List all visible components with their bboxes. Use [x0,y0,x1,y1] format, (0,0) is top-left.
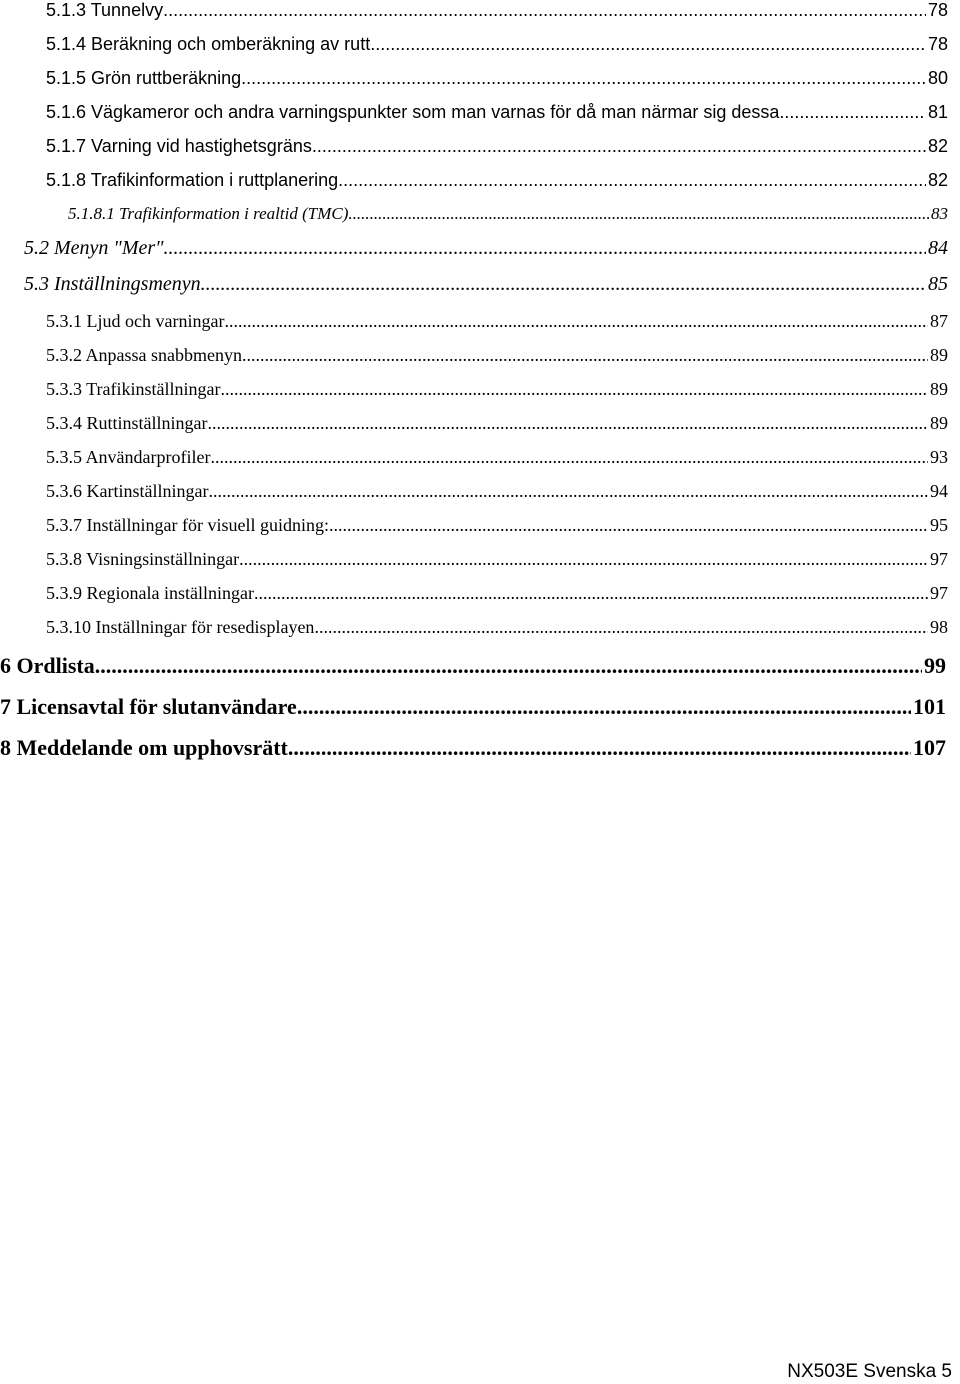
toc-leader-dots [208,413,929,434]
toc-entry[interactable] [46,549,948,570]
toc-leader-dots [208,481,928,502]
toc-entry-label: 5.3.2 Anpassa snabbmenyn [46,345,242,365]
toc-entry-label: 7 Licensavtal för slutanvändare [0,694,297,719]
toc-leader-dots [254,583,928,604]
toc-entry-page: 85 [928,273,948,295]
toc-leader-dots [779,102,926,123]
toc-leader-dots [210,447,928,468]
page-footer: NX503E Svenska 5 [787,1361,952,1382]
toc-entry-label: 5.1.5 Grön ruttberäkning [46,68,242,88]
toc-entry-page: 87 [930,311,948,331]
toc-entry-page: 101 [913,694,946,719]
toc-entry[interactable] [68,204,948,224]
toc-leader-dots [221,379,929,400]
toc-leader-dots [242,345,928,366]
toc-leader-dots [338,170,926,191]
toc-entry-page: 82 [927,136,948,156]
toc-entry-label: 5.3 Inställningsmenyn [24,273,201,295]
toc-entry[interactable] [46,379,948,400]
toc-entry-page: 82 [927,170,948,190]
toc-entry[interactable] [46,170,948,191]
toc-entry-label: 5.1.6 Vägkameror och andra varningspunkter som man varnas för då man närmar sig dessa [46,102,780,122]
toc-leader-dots [201,273,926,296]
toc-entry-page: 99 [924,653,946,678]
toc-entry-page: 98 [930,617,948,637]
toc-leader-dots [241,68,926,89]
toc-entry[interactable] [46,515,948,536]
toc-entry-label: 5.1.8.1 Trafikinformation i realtid (TMC) [68,204,349,223]
toc-entry-label: 5.3.3 Trafikinställningar [46,379,221,399]
toc-entry-label: 6 Ordlista [0,653,95,678]
toc-entry[interactable] [0,735,946,761]
toc-entry-label: 5.2 Menyn "Mer" [24,237,164,259]
toc-entry[interactable] [46,447,948,468]
toc-leader-dots [164,237,926,260]
toc-entry-label: 5.3.7 Inställningar för visuell guidning: [46,515,329,535]
toc-entry[interactable] [24,237,948,260]
toc-entry-label: 5.3.10 Inställningar för resedisplayen [46,617,315,637]
toc-entry-page: 89 [930,413,948,433]
toc-entry[interactable] [46,68,948,89]
toc-entry-page: 97 [930,549,948,569]
toc-entry[interactable] [46,413,948,434]
toc-entry-page: 94 [930,481,948,501]
toc-entry-page: 83 [931,204,948,223]
toc-entry-page: 81 [927,102,948,122]
toc-entry-label: 5.1.3 Tunnelvy [46,0,164,20]
toc-entry-label: 5.3.1 Ljud och varningar [46,311,225,331]
toc-entry-label: 5.1.8 Trafikinformation i ruttplanering [46,170,339,190]
toc-entry-page: 89 [930,379,948,399]
toc-leader-dots [297,694,911,720]
toc-leader-dots [329,515,928,536]
toc-leader-dots [224,311,928,332]
toc-entry-page: 78 [927,0,948,20]
toc-entry-label: 5.3.9 Regionala inställningar [46,583,254,603]
toc-leader-dots [370,34,926,55]
toc-entry-label: 5.1.7 Varning vid hastighetsgräns [46,136,312,156]
toc-entry[interactable] [46,311,948,332]
toc-entry[interactable] [0,694,946,720]
toc-entry-label: 5.3.8 Visningsinställningar [46,549,240,569]
toc-leader-dots [163,0,926,21]
toc-entry-label: 5.3.6 Kartinställningar [46,481,209,501]
toc-entry-page: 107 [913,735,946,760]
toc-entry-page: 93 [930,447,948,467]
toc-leader-dots [348,204,929,224]
toc-entry[interactable] [46,102,948,123]
toc-entry-page: 95 [930,515,948,535]
toc-entry-label: 8 Meddelande om upphovsrätt [0,735,288,760]
toc-leader-dots [314,617,928,638]
toc-entry[interactable] [46,0,948,21]
toc-entry-page: 78 [927,34,948,54]
toc-entry-page: 84 [928,237,948,259]
toc-entry[interactable] [24,273,948,296]
toc-entry[interactable] [46,583,948,604]
toc-leader-dots [239,549,928,570]
toc-leader-dots [312,136,926,157]
toc-leader-dots [95,653,922,679]
toc-leader-dots [288,735,911,761]
toc-entry[interactable] [0,653,946,679]
toc-entry-label: 5.1.4 Beräkning och omberäkning av rutt [46,34,371,54]
toc-entry[interactable] [46,136,948,157]
toc-entry-page: 97 [930,583,948,603]
toc-entry-label: 5.3.5 Användarprofiler [46,447,211,467]
toc-entry[interactable] [46,34,948,55]
toc-entry[interactable] [46,617,948,638]
toc-entry-page: 80 [927,68,948,88]
toc-entry-label: 5.3.4 Ruttinställningar [46,413,208,433]
toc-entry[interactable] [46,481,948,502]
toc-entry-page: 89 [930,345,948,365]
toc-entry[interactable] [46,345,948,366]
